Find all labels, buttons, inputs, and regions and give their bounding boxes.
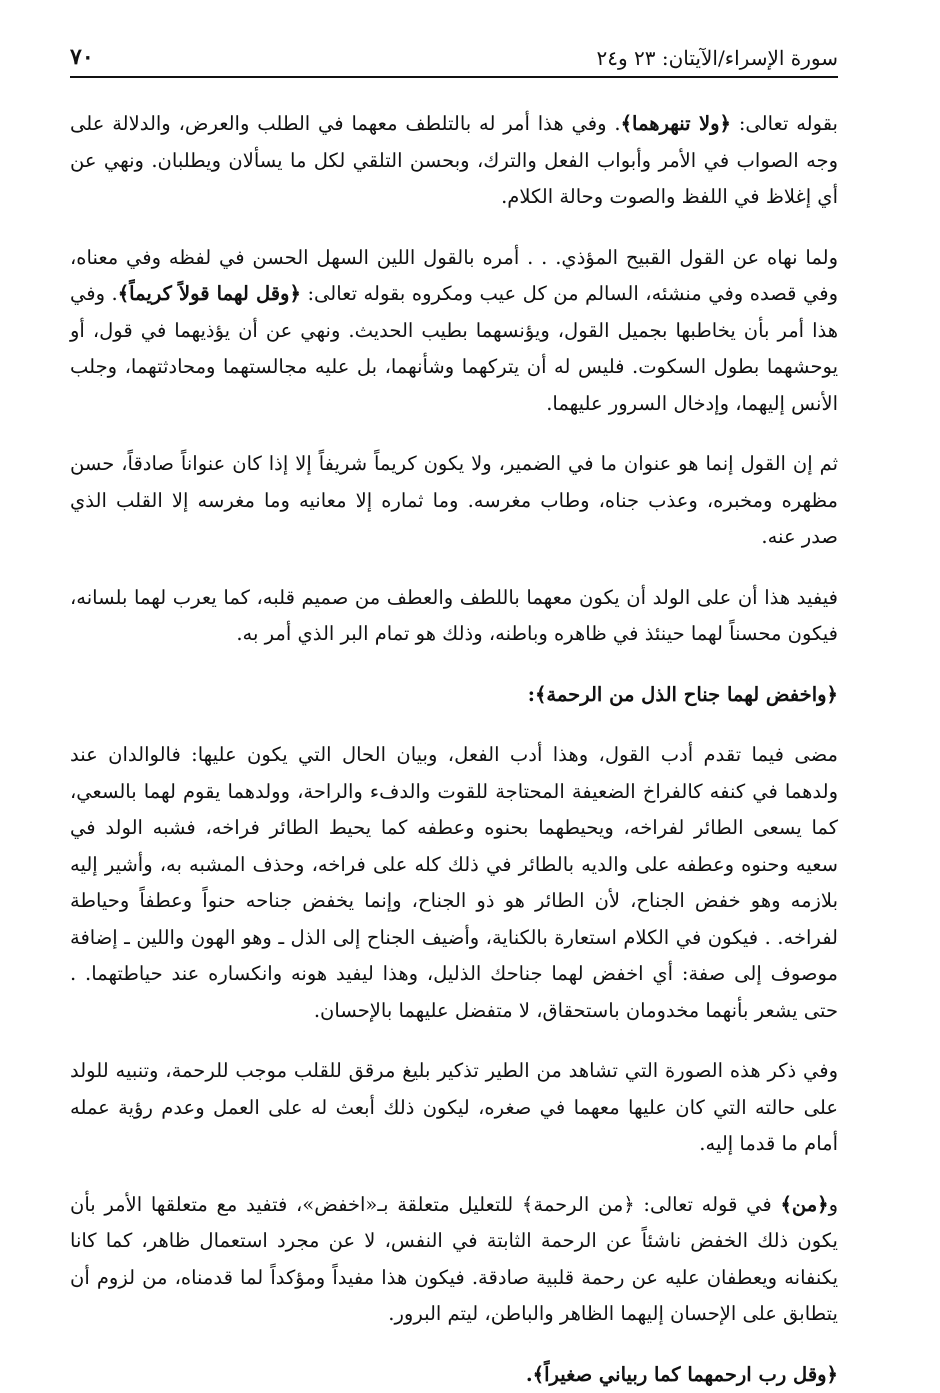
- paragraph-text: . وفي هذا أمر بأن يخاطبها بجميل القول، ويؤنسهما بطيب الحديث. ونهي عن أن يؤذيهما في قول، أو يوحشهما بطول السكوت. فليس له أن يتركهما وشأنهما، بل عليه مجالستهما ومحادثتهما، وجلب الأنس إليهما، وإدخال السرور عليهما.: [70, 282, 838, 415]
- paragraph-text: ولما نهاه عن القول القبيح المؤذي. . . أمره بالقول اللين السهل الحسن في لفظه وفي معناه، وفي قصده وفي منشئه، السالم من كل عيب ومكروه بقوله تعالى:: [70, 246, 838, 306]
- paragraph-4: [70, 580, 838, 653]
- paragraph-text: وفي ذكر هذه الصورة التي تشاهد من الطير تذكير بليغ مرقق للقلب موجب للرحمة، وتنبيه للولد على حالته التي كان عليها معهما في صغره، ليكون ذلك أبعث له على العمل وعدم رؤية عمله أمام ما قدما إليه.: [70, 1059, 838, 1155]
- paragraph-text: و: [829, 1193, 838, 1216]
- quran-quote: ﴿وقل رب ارحمهما كما ربياني صغيراً﴾: [533, 1363, 838, 1386]
- paragraph-1: [70, 106, 838, 216]
- quran-quote: ﴿من﴾: [780, 1193, 828, 1216]
- quran-quote: ﴿ولا تنهرهما﴾: [621, 112, 731, 135]
- paragraph-text: مضى فيما تقدم أدب القول، وهذا أدب الفعل، وبيان الحال التي يكون عليها: فالوالدان عند ولدهما في كنفه كالفراخ الضعيفة المحتاجة للقوت والدفء والراحة، وولدهما يقوم لهما بالسعي، كما يسعى الطائر لفراخه، ويحيطهما بحنوه وعطفه كما يحيط الطائر فراخه، فشبه الولد في سعيه وحنوه وعطفه على والديه بالطائر في ذلك كله على فراخه، وحذف المشبه به، وأشير إليه بلازمه وهو خفض الجناح، لأن الطائر هو ذو الجناح، وإنما يخفض جناحه حنواً وعطفاً وحياطة لفراخه. . فيكون في الكلام استعارة بالكناية، وأضيف الجناح إلى الذل ـ وهو الهون واللين ـ إضافة موصوف إلى صفة: أي اخفض لهما جناحك الذليل، وهذا ليفيد هونه وانكساره عند حياطتهما. . حتى يشعر بأنهما مخدومان باستحقاق، لا متفضل عليهما بالإحسان.: [70, 743, 838, 1022]
- page-number: ٧٠: [70, 44, 94, 70]
- verse-heading-1: [70, 677, 838, 714]
- paragraph-text: بقوله تعالى:: [731, 112, 838, 135]
- paragraph-5: [70, 737, 838, 1029]
- quran-quote: ﴿وقل لهما قولاً كريماً﴾: [118, 282, 301, 305]
- paragraph-6: [70, 1053, 838, 1163]
- quran-quote: ﴿واخفض لهما جناح الذل من الرحمة﴾: [535, 683, 838, 706]
- paragraph-text: :: [528, 683, 535, 706]
- book-page: [70, 38, 838, 1338]
- page-header: [70, 38, 838, 78]
- paragraph-text: .: [526, 1363, 533, 1386]
- running-title: سورة الإسراء/الآيتان: ٢٣ و٢٤: [597, 46, 838, 70]
- paragraph-text: فيفيد هذا أن على الولد أن يكون معهما باللطف والعطف من صميم قلبه، كما يعرب لهما بلسانه، فيكون محسناً لهما حينئذ في ظاهره وباطنه، وذلك هو تمام البر الذي أمر به.: [70, 586, 838, 646]
- paragraph-text: . وفي هذا أمر له بالتلطف معهما في الطلب والعرض، والدلالة على وجه الصواب في الأمر وأبواب الفعل والترك، وبحسن التلقي لكل ما يسألان ويطلبان. ونهي عن أي إغلاظ في اللفظ والصوت وحالة الكلام.: [70, 112, 838, 208]
- verse-heading-2: [70, 1357, 838, 1393]
- paragraph-2: [70, 240, 838, 423]
- paragraph-3: [70, 446, 838, 556]
- paragraph-7: [70, 1187, 838, 1333]
- page-body: [70, 106, 838, 1393]
- paragraph-text: ثم إن القول إنما هو عنوان ما في الضمير، ولا يكون كريماً شريفاً إلا إذا كان عنواناً صادقاً، حسن مظهره ومخبره، وعذب جناه، وطاب مغرسه. وما ثماره إلا معانيه وما مغرسه إلا القلب الذي صدر عنه.: [70, 452, 838, 548]
- paragraph-text: في قوله تعالى: ﴿من الرحمة﴾ للتعليل متعلقة بـ«اخفض»، فتفيد مع متعلقها الأمر بأن يكون ذلك الخفض ناشئاً عن الرحمة الثابتة في النفس، لا عن مجرد استعمال ظاهر، كما كانا يكنفانه ويعطفان عليه عن رحمة قلبية صادقة. فيكون هذا مفيداً ومؤكداً لما قدمناه، من لزوم أن يتطابق على الإحسان إليهما الظاهر والباطن، ليتم البرور.: [70, 1193, 838, 1326]
